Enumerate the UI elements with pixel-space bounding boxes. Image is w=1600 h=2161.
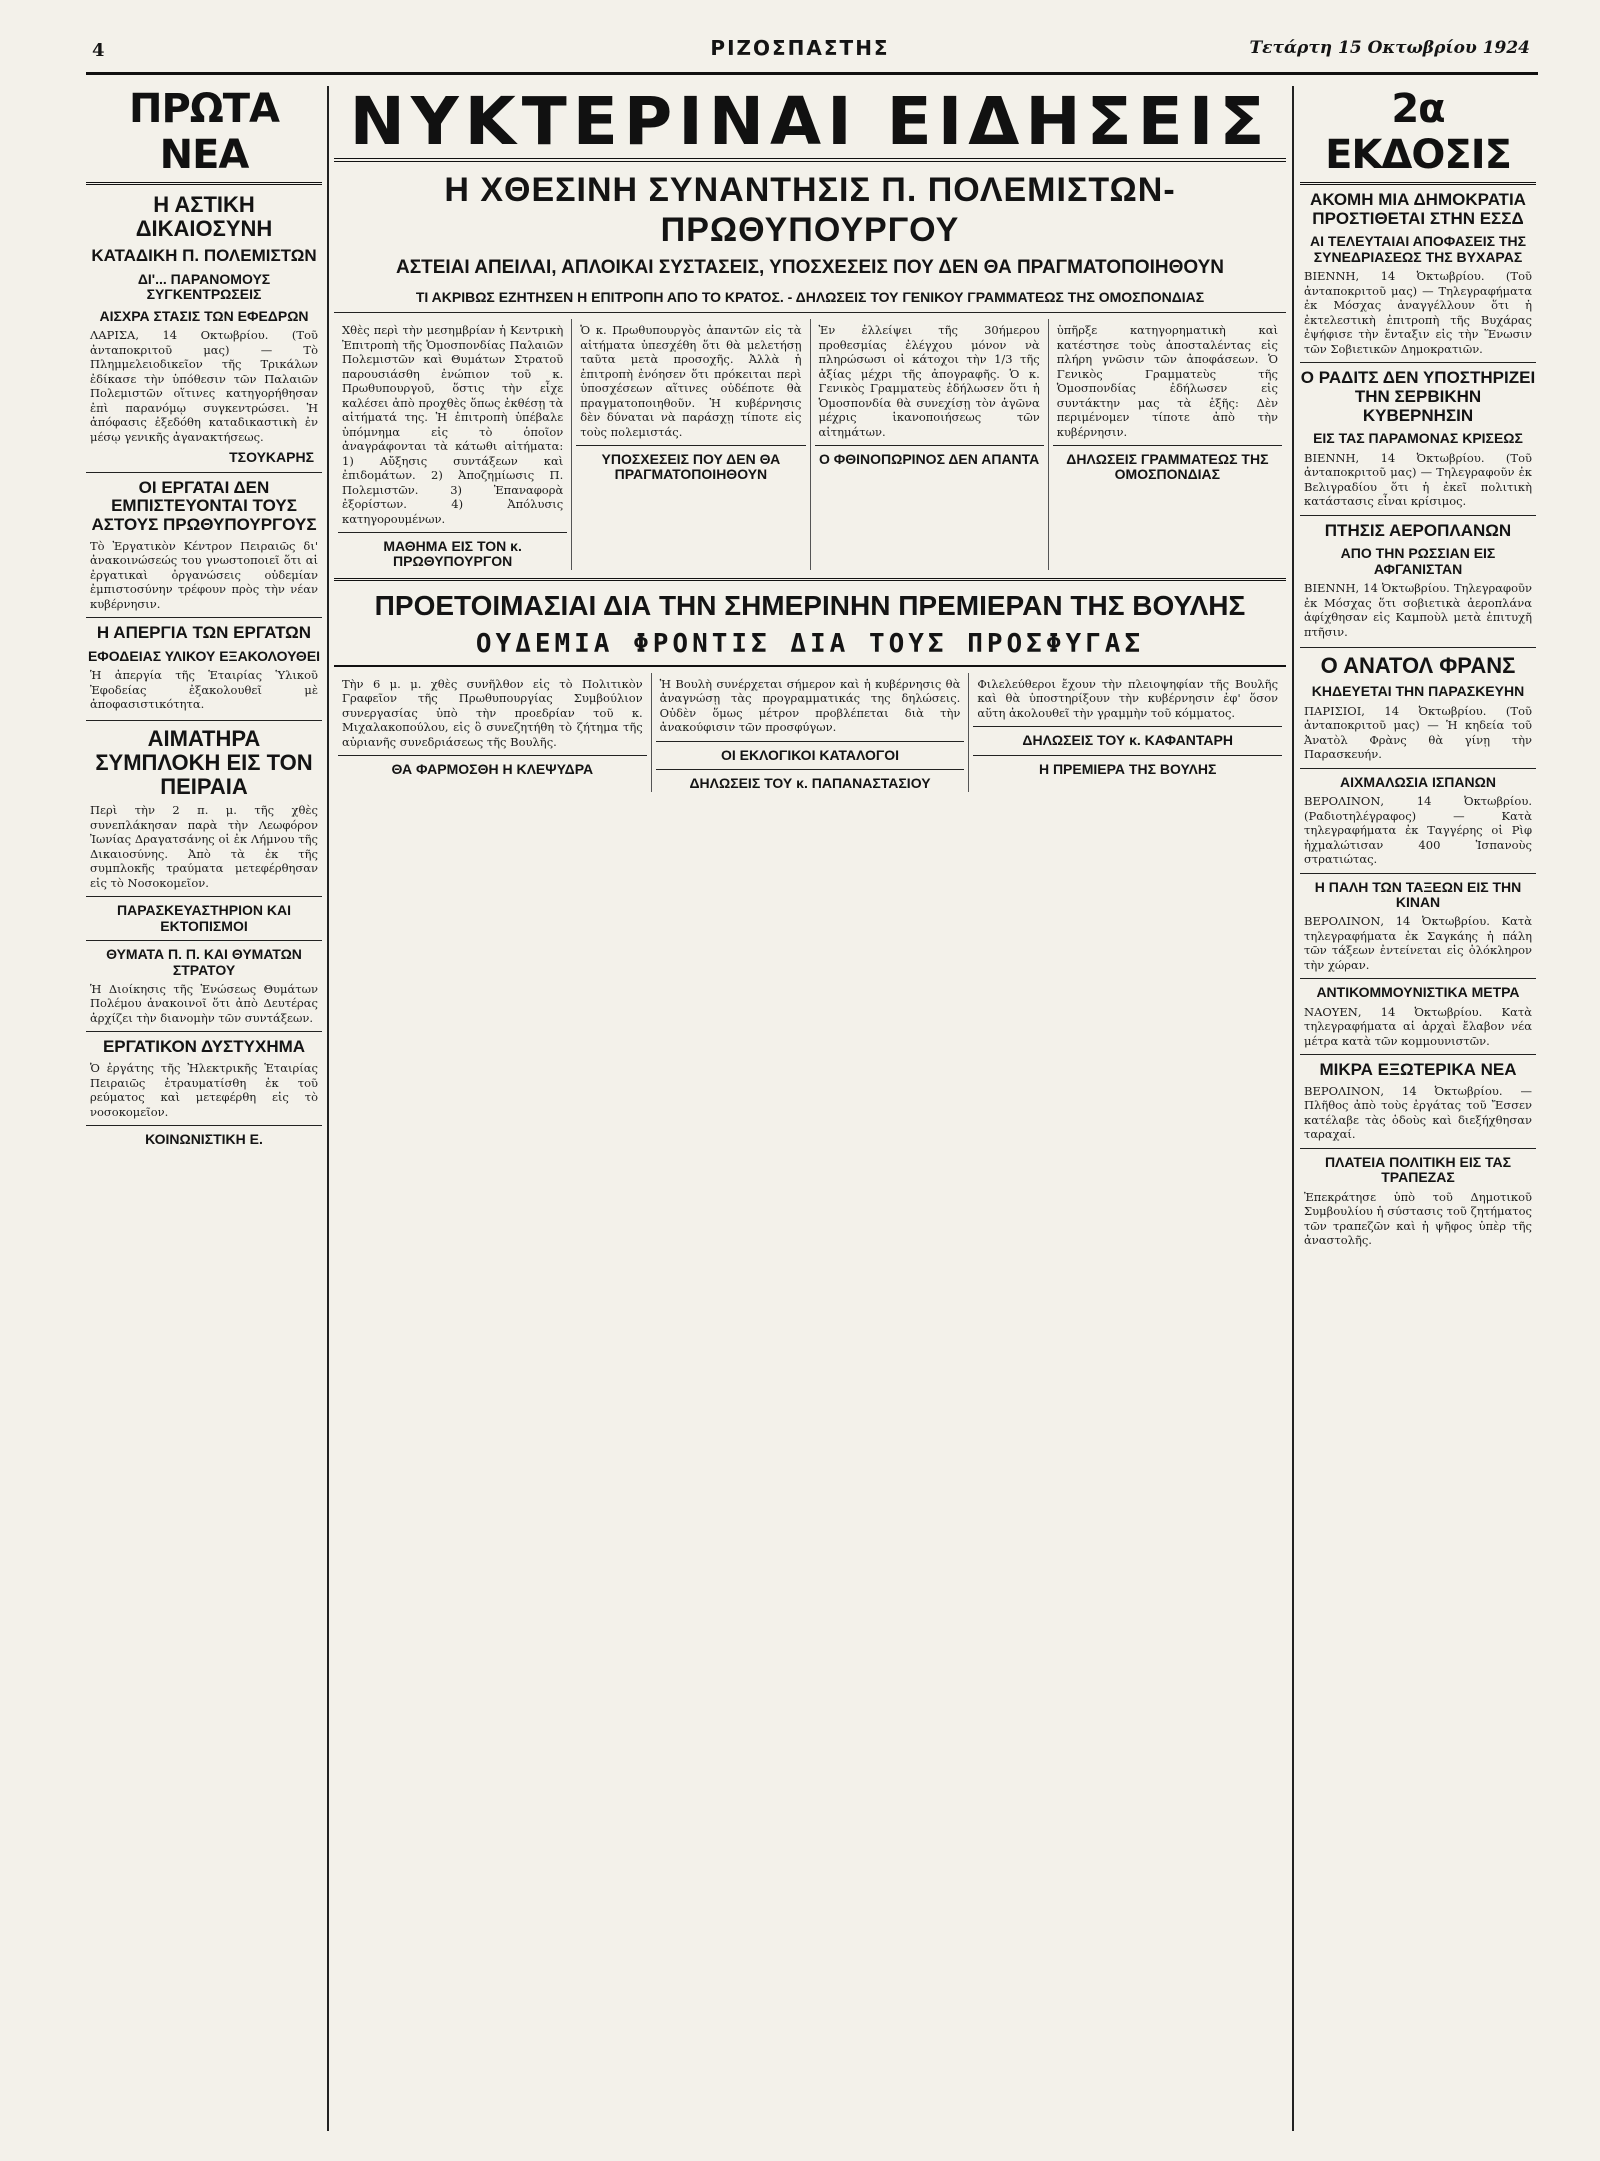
- second-col2-head: ΟΙ ΕΚΛΟΓΙΚΟΙ ΚΑΤΑΛΟΓΟΙ: [656, 741, 965, 763]
- left-story1-text: ΛΑΡΙΣΑ, 14 Οκτωβρίου. (Τοῦ ἀνταποκριτοῦ μας) — Τὸ Πλημμελειοδικεῖον τῆς Τρικάλων ἐδίκασε τὴν ὑπόθεσιν τῶν Παλαιῶν Πολεμιστῶν οἵτινες κατηγορήθησαν ἐπὶ παρανόμῳ συγκεντρώσει. Ἡ ἀπόφασις ἐξεδόθη καταδικαστικὴ ἐν μέσῳ γενικῆς ἀγανακτήσεως.: [90, 328, 318, 444]
- center-column: [334, 86, 1286, 2131]
- right-story2-text: ΒΙΕΝΝΗ, 14 Ὀκτωβρίου. (Τοῦ ἀνταποκριτοῦ μας) — Τηλεγραφοῦν ἐκ Βελιγραδίου ὅτι ἡ ἐκεῖ πολιτικὴ κατάστασις εἶναι κρίσιμος.: [1304, 450, 1532, 509]
- box-head-3: ΔΗΛΩΣΕΙΣ ΓΡΑΜΜΑΤΕΩΣ ΤΗΣ ΟΜΟΣΠΟΝΔΙΑΣ: [1053, 445, 1282, 483]
- left-story7-text: Ὁ ἐργάτης τῆς Ἠλεκτρικῆς Ἑταιρίας Πειραιῶς ἐτραυματίσθη ἐκ τοῦ ρεύματος καὶ μετεφέρθη εἰς τὸ νοσοκομεῖον.: [90, 1061, 318, 1119]
- lead-col3-text: Ἐν ἐλλείψει τῆς 30ήμερου προθεσμίας ἐλέγχου μόνον νὰ πληρώσωσι οἱ κάτοχοι τὴν 1/3 τῆς ἀξίας μέχρι τῆς ἀπογραφῆς. Ὁ κ. Γενικὸς Γραμματεὺς ἐδήλωσεν ὅτι ἡ Ὁμοσπονδία θὰ συνεχίσῃ τὸν ἀγῶνα μέχρις ἱκανοποιήσεως τῶν αἰτημάτων.: [818, 323, 1040, 439]
- left-story1-sub3: ΑΙΣΧΡΑ ΣΤΑΣΙΣ ΤΩΝ ΕΦΕΔΡΩΝ: [99, 307, 309, 324]
- lead-column-1: [334, 319, 572, 570]
- left-story7-head: ΕΡΓΑΤΙΚΟΝ ΔΥΣΤΥΧΗΜΑ: [86, 1031, 322, 1057]
- right-story1-text: ΒΙΕΝΝΗ, 14 Ὀκτωβρίου. (Τοῦ ἀνταποκριτοῦ μας) — Τηλεγραφήματα ἐκ Μόσχας ἀναγγέλλουν ὅτι ἡ ἐκτελεστικὴ ἐπιτροπὴ τῆς Βυχάρας ἐψήφισε τὴν ἔνταξιν εἰς τὴν Ἕνωσιν τῶν Σοβιετικῶν Δημοκρατιῶν.: [1304, 269, 1532, 356]
- second-headline: ΠΡΟΕΤΟΙΜΑΣΙΑΙ ΔΙΑ ΤΗΝ ΣΗΜΕΡΙΝΗΝ ΠΡΕΜΙΕΡΑΝ ΤΗΣ ΒΟΥΛΗΣ: [334, 578, 1286, 623]
- box-head-1: ΥΠΟΣΧΕΣΕΙΣ ΠΟΥ ΔΕΝ ΘΑ ΠΡΑΓΜΑΤΟΠΟΙΗΘΟΥΝ: [576, 445, 805, 483]
- lead-subheadline-2: ΤΙ ΑΚΡΙΒΩΣ ΕΖΗΤΗΣΕΝ Η ΕΠΙΤΡΟΠΗ ΑΠΟ ΤΟ ΚΡΑΤΟΣ. - ΔΗΛΩΣΕΙΣ ΤΟΥ ΓΕΝΙΚΟΥ ΓΡΑΜΜΑΤΕΩΣ ΤΗΣ ΟΜΟΣΠΟΝΔΙΑΣ: [334, 288, 1286, 313]
- second-col3-head2: Η ΠΡΕΜΙΕΡΑ ΤΗΣ ΒΟΥΛΗΣ: [973, 755, 1282, 777]
- left-story1-signature: ΤΣΟΥΚΑΡΗΣ: [229, 449, 314, 466]
- right-story1-head: ΑΚΟΜΗ ΜΙΑ ΔΗΜΟΚΡΑΤΙΑ ΠΡΟΣΤΙΘΕΤΑΙ ΣΤΗΝ ΕΣΣΔ: [1310, 190, 1526, 228]
- second-box-head: ΘΑ ΦΑΡΜΟΣΘΗ Η ΚΛΕΨΥΔΡΑ: [338, 755, 647, 777]
- left-story1-sub: ΚΑΤΑΔΙΚΗ Π. ΠΟΛΕΜΙΣΤΩΝ: [91, 246, 317, 266]
- right-story3-text: ΒΙΕΝΝΗ, 14 Ὀκτωβρίου. Τηλεγραφοῦν ἐκ Μόσχας ὅτι σοβιετικὰ ἀεροπλάνα ἀφίχθησαν εἰς Καμποὺλ μετὰ ἐπιτυχῆ πτῆσιν.: [1304, 581, 1532, 639]
- column-rule-right: [1292, 86, 1294, 2131]
- right-story6-text: ΒΕΡΟΛΙΝΟΝ, 14 Ὀκτωβρίου. Κατὰ τηλεγραφήματα ἐκ Σαγκάης ἡ πάλη τῶν τάξεων ἐντείνεται εἰς ὁλόκληρον τὴν χώραν.: [1304, 914, 1532, 972]
- masthead-rule: [86, 72, 1538, 75]
- left-column: [86, 86, 322, 2131]
- lead-col1-text: Χθὲς περὶ τὴν μεσημβρίαν ἡ Κεντρικὴ Ἐπιτροπὴ τῆς Ὁμοσπονδίας Παλαιῶν Πολεμιστῶν καὶ Θυμάτων Στρατοῦ παρουσιάσθη ἐνώπιον τοῦ κ. Πρωθυπουργοῦ, ὅστις τὴν εἶχε καλέσει ἀπὸ προχθὲς ὅπως ἐκθέσῃ τὰ αἰτήματά της. Ἡ ἐπιτροπὴ ὑπέβαλε ὑπόμνημα εἰς τὸ ὁποῖον ἀναγράφονται τὰ κάτωθι αἰτήματα: 1) Αὔξησις συντάξεων καὶ ἐπιδομάτων. 2) Ἀποζημίωσις Π. Πολεμιστῶν. 3) Ἐπαναφορὰ ἐξορίστων. 4) Ἀπόλυσις κατηγορουμένων.: [342, 323, 564, 526]
- left-story6-text: Ἡ Διοίκησις τῆς Ἑνώσεως Θυμάτων Πολέμου ἀνακοινοῖ ὅτι ἀπὸ Δευτέρας ἀρχίζει τὴν διανομὴν τῶν συντάξεων.: [90, 981, 318, 1025]
- left-story4-text: Περὶ τὴν 2 π. μ. τῆς χθὲς συνεπλάκησαν παρὰ τὴν Λεωφόρον Ἰωνίας Δραγατσάνης οἱ ἐκ Λήμνου τῆς Δικαιοσύνης. Ἀπὸ τὰ ἐκ τῆς συμπλοκῆς τραύματα μετεφέρθησαν εἰς τὸ Νοσοκομεῖον.: [90, 803, 318, 890]
- second-column-2: [652, 673, 970, 792]
- right-story2-head: Ο ΡΑΔΙΤΣ ΔΕΝ ΥΠΟΣΤΗΡΙΖΕΙ ΤΗΝ ΣΕΡΒΙΚΗΝ ΚΥΒΕΡΝΗΣΙΝ: [1300, 362, 1536, 425]
- page-number: 4: [92, 40, 105, 61]
- center-banner: ΝΥΚΤΕΡΙΝΑΙ ΕΙΔΗΣΕΙΣ: [334, 86, 1286, 162]
- right-story4-head: Ο ΑΝΑΤΟΛ ΦΡΑΝΣ: [1300, 647, 1536, 678]
- left-story3-text: Ἡ ἀπεργία τῆς Ἑταιρίας Ὑλικοῦ Ἐφοδείας ἐξακολουθεῖ μὲ ἀποφασιστικότητα.: [90, 668, 318, 712]
- left-banner: ΠΡΩΤΑ ΝΕΑ: [86, 86, 322, 185]
- second-column-3: [969, 673, 1286, 792]
- right-story9-head: ΠΛΑΤΕΙΑ ΠΟΛΙΤΙΚΗ ΕΙΣ ΤΑΣ ΤΡΑΠΕΖΑΣ: [1300, 1148, 1536, 1186]
- right-story1-sub: ΑΙ ΤΕΛΕΥΤΑΙΑΙ ΑΠΟΦΑΣΕΙΣ ΤΗΣ ΣΥΝΕΔΡΙΑΣΕΩΣ ΤΗΣ ΒΥΧΑΡΑΣ: [1310, 233, 1526, 265]
- right-story4-text: ΠΑΡΙΣΙΟΙ, 14 Ὀκτωβρίου. (Τοῦ ἀνταποκριτοῦ μας) — Ἡ κηδεία τοῦ Ἀνατὸλ Φρὰνς θὰ γίνῃ τὴν Παρασκευήν.: [1304, 703, 1532, 762]
- right-story8-text: ΒΕΡΟΛΙΝΟΝ, 14 Ὀκτωβρίου. — Πλῆθος ἀπὸ τοὺς ἐργάτας τοῦ Ἔσσεν κατέλαβε τὰς ὁδοὺς καὶ διεξήχθησαν ταραχαί.: [1304, 1083, 1532, 1142]
- second-col3-text: Φιλελεύθεροι ἔχουν τὴν πλειοψηφίαν τῆς Βουλῆς καὶ θὰ ὑποστηρίξουν τὴν κυβέρνησιν ἐφ' ὅσον αὕτη ἀκολουθεῖ τὴν γραμμὴν τοῦ κόμματος.: [977, 676, 1279, 720]
- right-story8-head: ΜΙΚΡΑ ΕΞΩΤΕΡΙΚΑ ΝΕΑ: [1300, 1054, 1536, 1080]
- right-story5-text: ΒΕΡΟΛΙΝΟΝ, 14 Ὀκτωβρίου. (Ραδιοτηλέγραφος) — Κατὰ τηλεγραφήματα ἐκ Ταγγέρης οἱ Ρὶφ ἠχμαλώτισαν 400 Ἱσπανοὺς στρατιώτας.: [1304, 794, 1532, 867]
- left-story4-head: ΑΙΜΑΤΗΡΑ ΣΥΜΠΛΟΚΗ ΕΙΣ ΤΟΝ ΠΕΙΡΑΙΑ: [86, 720, 322, 800]
- second-subheadline: ΟΥΔΕΜΙΑ ΦΡΟΝΤΙΣ ΔΙΑ ΤΟΥΣ ΠΡΟΣΦΥΓΑΣ: [334, 629, 1286, 667]
- right-story7-head: ΑΝΤΙΚΟΜΜΟΥΝΙΣΤΙΚΑ ΜΕΤΡΑ: [1300, 978, 1536, 1000]
- newspaper-name: ΡΙΖΟΣΠΑΣΤΗΣ: [710, 36, 890, 60]
- left-story5-head: ΠΑΡΑΣΚΕΥΑΣΤΗΡΙΟΝ ΚΑΙ ΕΚΤΟΠΙΣΜΟΙ: [86, 896, 322, 934]
- issue-date: Τετάρτη 15 Οκτωβρίου 1924: [1249, 38, 1530, 58]
- left-story3-sub: ΕΦΟΔΕΙΑΣ ΥΛΙΚΟΥ ΕΞΑΚΟΛΟΥΘΕΙ: [87, 647, 321, 664]
- right-story4-sub: ΚΗΔΕΥΕΤΑΙ ΤΗΝ ΠΑΡΑΣΚΕΥΗΝ: [1311, 683, 1525, 700]
- right-story3-sub: ΑΠΟ ΤΗΝ ΡΩΣΣΙΑΝ ΕΙΣ ΑΦΓΑΝΙΣΤΑΝ: [1340, 545, 1496, 577]
- right-column: [1300, 86, 1536, 2131]
- lead-headline: Η ΧΘΕΣΙΝΗ ΣΥΝΑΝΤΗΣΙΣ Π. ΠΟΛΕΜΙΣΤΩΝ-ΠΡΩΘΥΠΟΥΡΓΟΥ: [444, 171, 1176, 249]
- second-col2-text: Ἡ Βουλὴ συνέρχεται σήμερον καὶ ἡ κυβέρνησις θὰ ἀναγνώσῃ τὰς προγραμματικάς της δηλώσεις. Οὐδὲν ὅμως μέτρον προβλέπεται διὰ τὴν ἀνακούφισιν τῶν προσφύγων.: [659, 676, 961, 735]
- column-rule-left: [327, 86, 329, 2131]
- lead-col2-text: Ὁ κ. Πρωθυπουργὸς ἀπαντῶν εἰς τὰ αἰτήματα ὑπεσχέθη ὅτι θὰ μελετήσῃ ταῦτα μετὰ προσοχῆς. Ἀλλὰ ἡ ἐπιτροπὴ ἐνόησεν ὅτι πρόκειται περὶ ὑποσχέσεων αἵτινες οὐδέποτε θὰ πραγματοποιηθοῦν. Ἡ κυβέρνησις δὲν δύναται νὰ παράσχῃ τίποτε εἰς τοὺς πολεμιστάς.: [580, 323, 802, 439]
- second-col3-head: ΔΗΛΩΣΕΙΣ ΤΟΥ κ. ΚΑΦΑΝΤΑΡΗ: [973, 726, 1282, 748]
- lead-column-4: [1049, 319, 1286, 570]
- left-story6-head: ΘΥΜΑΤΑ Π. Π. ΚΑΙ ΘΥΜΑΤΩΝ ΣΤΡΑΤΟΥ: [86, 940, 322, 978]
- left-story2-text: Τὸ Ἐργατικὸν Κέντρον Πειραιῶς δι' ἀνακοινώσεώς του γνωστοποιεῖ ὅτι αἱ ἐργατικαὶ ὀργανώσεις οὐδεμίαν ἐμπιστοσύνην τρέφουν πρὸς τὴν νέαν κυβέρνησιν.: [90, 538, 318, 611]
- left-story1-head: Η ΑΣΤΙΚΗ ΔΙΚΑΙΟΣΥΝΗ: [135, 192, 273, 242]
- lead-col4-text: ὑπῆρξε κατηγορηματικὴ καὶ κατέστησε τοὺς ἀποσταλέντας εἰς πλήρη γνῶσιν τῶν ἀποφάσεων. Ὁ Γενικὸς Γραμματεὺς τῆς Ὁμοσπονδίας ἐδήλωσεν εἰς συντάκτην μας τὰ ἑξῆς: Δὲν περιμένομεν τίποτε ἀπὸ τὴν κυβέρνησιν.: [1056, 323, 1278, 439]
- lead-column-3: [811, 319, 1049, 570]
- box-head-4: ΜΑΘΗΜΑ ΕΙΣ ΤΟΝ κ. ΠΡΩΘΥΠΟΥΡΓΟΝ: [338, 532, 567, 570]
- right-story2-sub: ΕΙΣ ΤΑΣ ΠΑΡΑΜΟΝΑΣ ΚΡΙΣΕΩΣ: [1313, 430, 1523, 447]
- right-story5-head: ΑΙΧΜΑΛΩΣΙΑ ΙΣΠΑΝΩΝ: [1300, 768, 1536, 790]
- left-story3-head: Η ΑΠΕΡΓΙΑ ΤΩΝ ΕΡΓΑΤΩΝ: [86, 617, 322, 643]
- right-story7-text: ΝΑΟΥΕΝ, 14 Ὀκτωβρίου. Κατὰ τηλεγραφήματα αἱ ἀρχαὶ ἔλαβον νέα μέτρα κατὰ τῶν κομμουνιστῶν.: [1304, 1004, 1532, 1048]
- left-story2-head: ΟΙ ΕΡΓΑΤΑΙ ΔΕΝ ΕΜΠΙΣΤΕΥΟΝΤΑΙ ΤΟΥΣ ΑΣΤΟΥΣ ΠΡΩΘΥΠΟΥΡΓΟΥΣ: [86, 472, 322, 535]
- lead-column-2: [572, 319, 810, 570]
- right-story3-head: ΠΤΗΣΙΣ ΑΕΡΟΠΛΑΝΩΝ: [1300, 515, 1536, 541]
- left-story1-sub2: ΔΙ'... ΠΑΡΑΝΟΜΟΥΣ ΣΥΓΚΕΝΤΡΩΣΕΙΣ: [137, 271, 271, 303]
- right-story9-text: Ἐπεκράτησε ὑπὸ τοῦ Δημοτικοῦ Συμβουλίου ἡ σύστασις τοῦ ζητήματος τῶν τραπεζῶν καὶ ἡ ψῆφος ὑπὲρ τῆς ἀναστολῆς.: [1304, 1189, 1532, 1248]
- lead-subheadline: ΑΣΤΕΙΑΙ ΑΠΕΙΛΑΙ, ΑΠΛΟΙΚΑΙ ΣΥΣΤΑΣΕΙΣ, ΥΠΟΣΧΕΣΕΙΣ ΠΟΥ ΔΕΝ ΘΑ ΠΡΑΓΜΑΤΟΠΟΙΗΘΟΥΝ: [395, 257, 1225, 278]
- lead-columns: [334, 319, 1286, 570]
- box-head-2: Ο ΦΘΙΝΟΠΩΡΙΝΟΣ ΔΕΝ ΑΠΑΝΤΑ: [815, 445, 1044, 467]
- second-col2-head2: ΔΗΛΩΣΕΙΣ ΤΟΥ κ. ΠΑΠΑΝΑΣΤΑΣΙΟΥ: [656, 769, 965, 791]
- second-column-1: [334, 673, 652, 792]
- second-col1-text: Τὴν 6 μ. μ. χθὲς συνῆλθον εἰς τὸ Πολιτικὸν Γραφεῖον τῆς Πρωθυπουργίας Συμβούλιον συνεργασίας ὑπὸ τὴν προεδρίαν τοῦ κ. Μιχαλακοπούλου, εἰς ὃ συνεζητήθη τὸ ζήτημα τῆς αὐριανῆς συνεδριάσεως τῆς Βουλῆς.: [342, 676, 643, 749]
- second-columns: [334, 673, 1286, 792]
- right-banner: 2α ΕΚΔΟΣΙΣ: [1300, 86, 1536, 185]
- left-story8-head: ΚΟΙΝΩΝΙΣΤΙΚΗ Ε.: [86, 1125, 322, 1147]
- right-story6-head: Η ΠΑΛΗ ΤΩΝ ΤΑΞΕΩΝ ΕΙΣ ΤΗΝ ΚΙΝΑΝ: [1300, 873, 1536, 911]
